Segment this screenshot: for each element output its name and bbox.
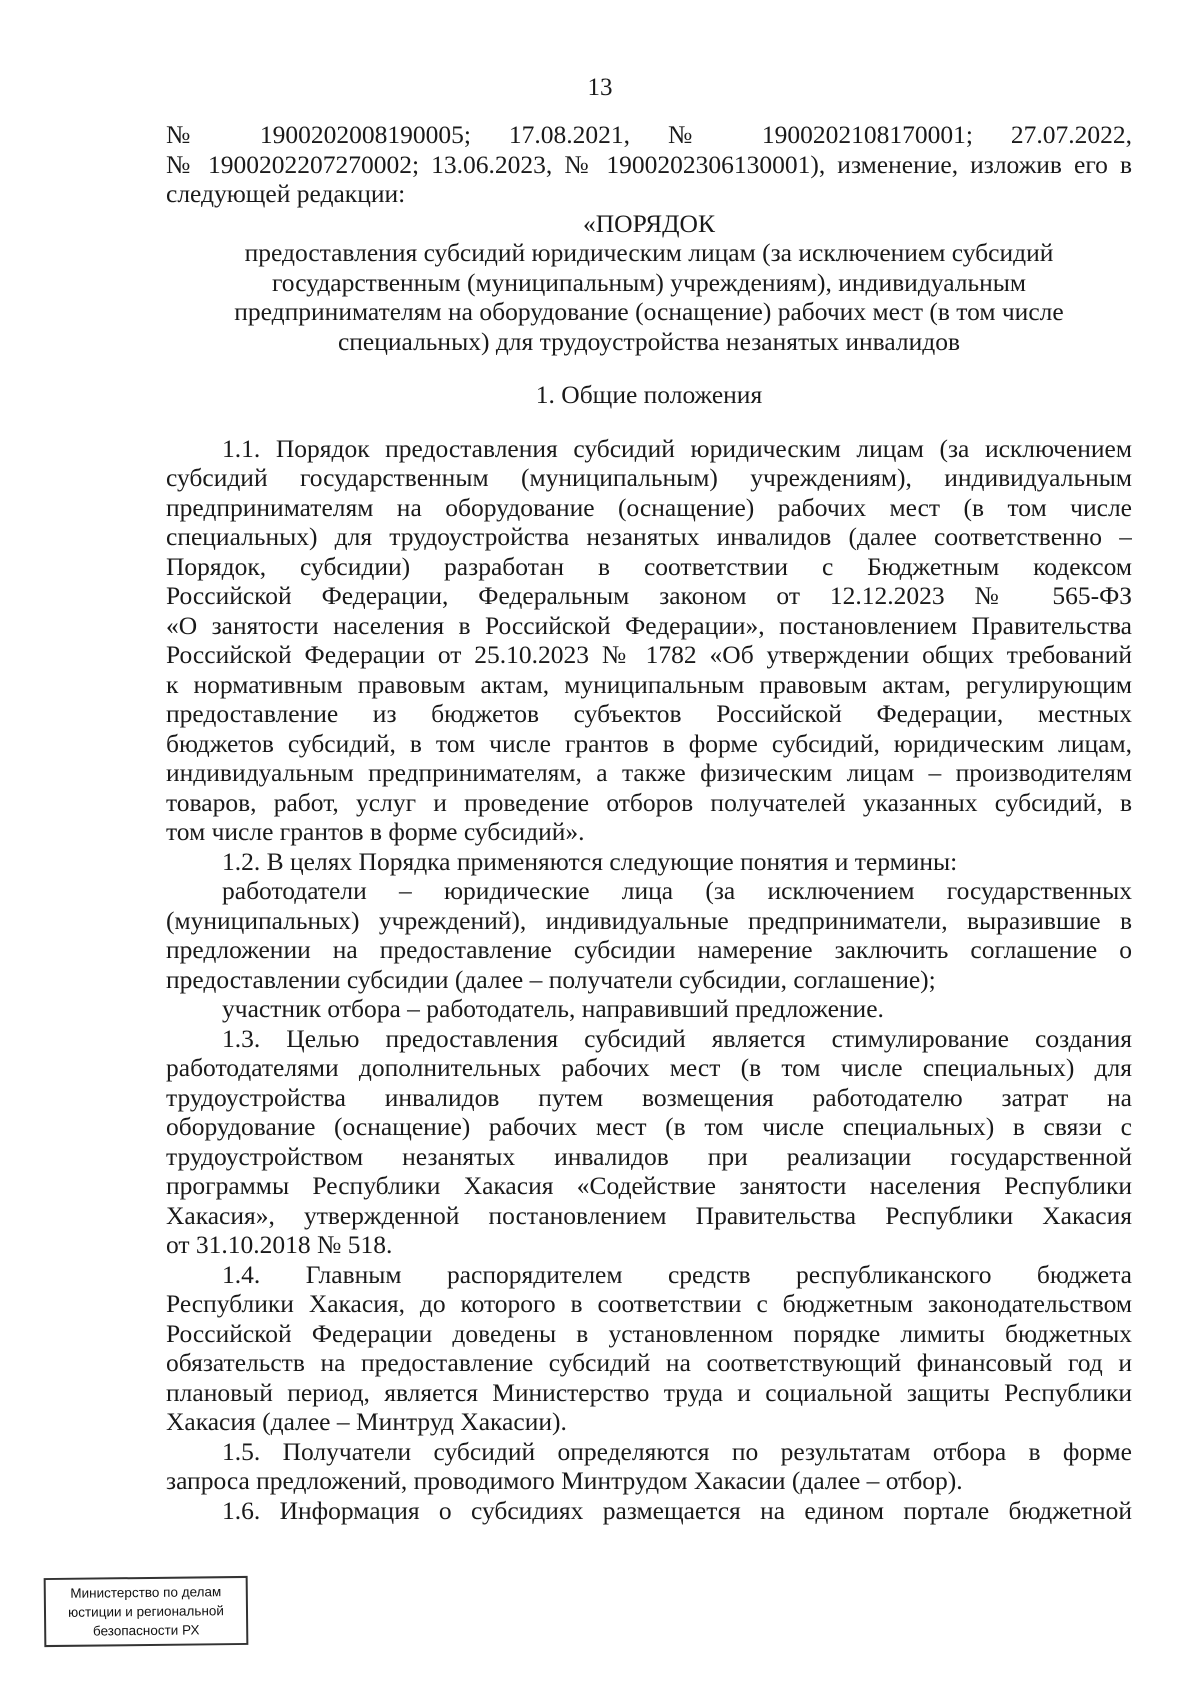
text-line: специальных) для трудоустройства незанятых инвалидов	[337, 326, 961, 356]
text-line: 1.4. Главным распорядителем средств республиканского бюджета	[222, 1259, 1132, 1289]
text-line: предпринимателям на оборудование (оснащение) рабочих мест (в том числе	[234, 297, 1064, 326]
text-line: трудоустройства инвалидов путем возмещения работодателю затрат на	[166, 1082, 1132, 1112]
stamp-line: Министерство по делам	[70, 1584, 222, 1601]
text-line: «ПОРЯДОК	[583, 208, 715, 238]
text-line: № 1900202008190005; 17.08.2021, № 1900202108170001; 27.07.2022,	[166, 120, 1132, 149]
text-line: том числе грантов в форме субсидий».	[166, 817, 585, 846]
stamp-line: безопасности РХ	[92, 1622, 200, 1639]
text-line: государственным (муниципальным) учреждениям), индивидуальным	[271, 267, 1027, 297]
text-line: 1. Общие положения	[535, 380, 763, 409]
text-line: оборудование (оснащение) рабочих мест (в том числе специальных) в связи с	[166, 1112, 1132, 1141]
section-gap	[166, 410, 1132, 434]
section-gap	[166, 356, 1132, 380]
text-line: Хакасия», утвержденной постановлением Правительства Республики Хакасия	[166, 1200, 1132, 1230]
text-line: предоставления субсидий юридическим лицам (за исключением субсидий	[244, 238, 1054, 267]
text-line: № 1900202207270002; 13.06.2023, № 1900202306130001), изменение, изложив его в	[166, 149, 1132, 179]
text-line: бюджетов субсидий, в том числе грантов в форме субсидий, юридическим лицам,	[166, 728, 1132, 758]
text-line: предложении на предоставление субсидии намерение заключить соглашение о	[166, 935, 1132, 964]
text-line: предоставление из бюджетов субъектов Российской Федерации, местных	[166, 699, 1132, 728]
text-line: Хакасия (далее – Минтруд Хакасии).	[166, 1407, 567, 1436]
text-line: участник отбора – работодатель, направивший предложение.	[222, 994, 884, 1023]
text-line: субсидий государственным (муниципальным) учреждениям), индивидуальным	[166, 463, 1132, 492]
page-number: 13	[587, 74, 613, 101]
text-line: 1.3. Целью предоставления субсидий является стимулирование создания	[222, 1023, 1132, 1053]
text-line: Республики Хакасия, до которого в соответствии с бюджетным законодательством	[166, 1289, 1132, 1318]
text-line: от 31.10.2018 № 518.	[166, 1230, 393, 1259]
text-line: 1.6. Информация о субсидиях размещается на едином портале бюджетной	[222, 1495, 1132, 1525]
text-line: программы Республики Хакасия «Содействие занятости населения Республики	[166, 1171, 1132, 1200]
text-line: Российской Федерации, Федеральным законом от 12.12.2023 № 565-ФЗ	[166, 581, 1132, 610]
text-line: Российской Федерации доведены в установленном порядке лимиты бюджетных	[166, 1318, 1132, 1348]
text-line: 1.1. Порядок предоставления субсидий юридическим лицам (за исключением	[222, 433, 1132, 463]
text-line: плановый период, является Министерство труда и социальной защиты Республики	[166, 1377, 1132, 1407]
document-body	[166, 120, 1132, 1525]
text-line: индивидуальным предпринимателям, а также физическим лицам – производителям	[166, 758, 1132, 787]
text-line: (муниципальных) учреждений), индивидуальные предприниматели, выразившие в	[166, 905, 1132, 935]
text-line: 1.2. В целях Порядка применяются следующие понятия и термины:	[222, 846, 958, 876]
text-line: специальных) для трудоустройства незанятых инвалидов (далее соответственно –	[166, 522, 1132, 551]
text-line: работодателями дополнительных рабочих мест (в том числе специальных) для	[166, 1053, 1132, 1082]
text-line: следующей редакции:	[166, 179, 406, 208]
text-line: работодатели – юридические лица (за исключением государственных	[222, 876, 1132, 905]
text-line: обязательств на предоставление субсидий на соответствующий финансовый год и	[166, 1348, 1132, 1377]
text-line: Порядок, субсидии) разработан в соответствии с Бюджетным кодексом	[166, 551, 1132, 581]
text-line: товаров, работ, услуг и проведение отборов получателей указанных субсидий, в	[166, 787, 1132, 817]
text-line: трудоустройством незанятых инвалидов при реализации государственной	[166, 1141, 1132, 1171]
text-line: «О занятости населения в Российской Федерации», постановлением Правительства	[166, 610, 1132, 640]
text-line: Российской Федерации от 25.10.2023 № 1782 «Об утверждении общих требований	[166, 640, 1132, 669]
registration-stamp	[44, 1576, 249, 1647]
text-line: 1.5. Получатели субсидий определяются по результатам отбора в форме	[222, 1436, 1132, 1466]
text-line: запроса предложений, проводимого Минтрудом Хакасии (далее – отбор).	[166, 1466, 963, 1495]
stamp-line: юстиции и региональной	[68, 1603, 224, 1620]
text-line: к нормативным правовым актам, муниципальным правовым актам, регулирующим	[166, 669, 1132, 699]
text-line: предоставлении субсидии (далее – получатели субсидии, соглашение);	[166, 964, 936, 994]
text-line: предпринимателям на оборудование (оснащение) рабочих мест (в том числе	[166, 492, 1132, 522]
